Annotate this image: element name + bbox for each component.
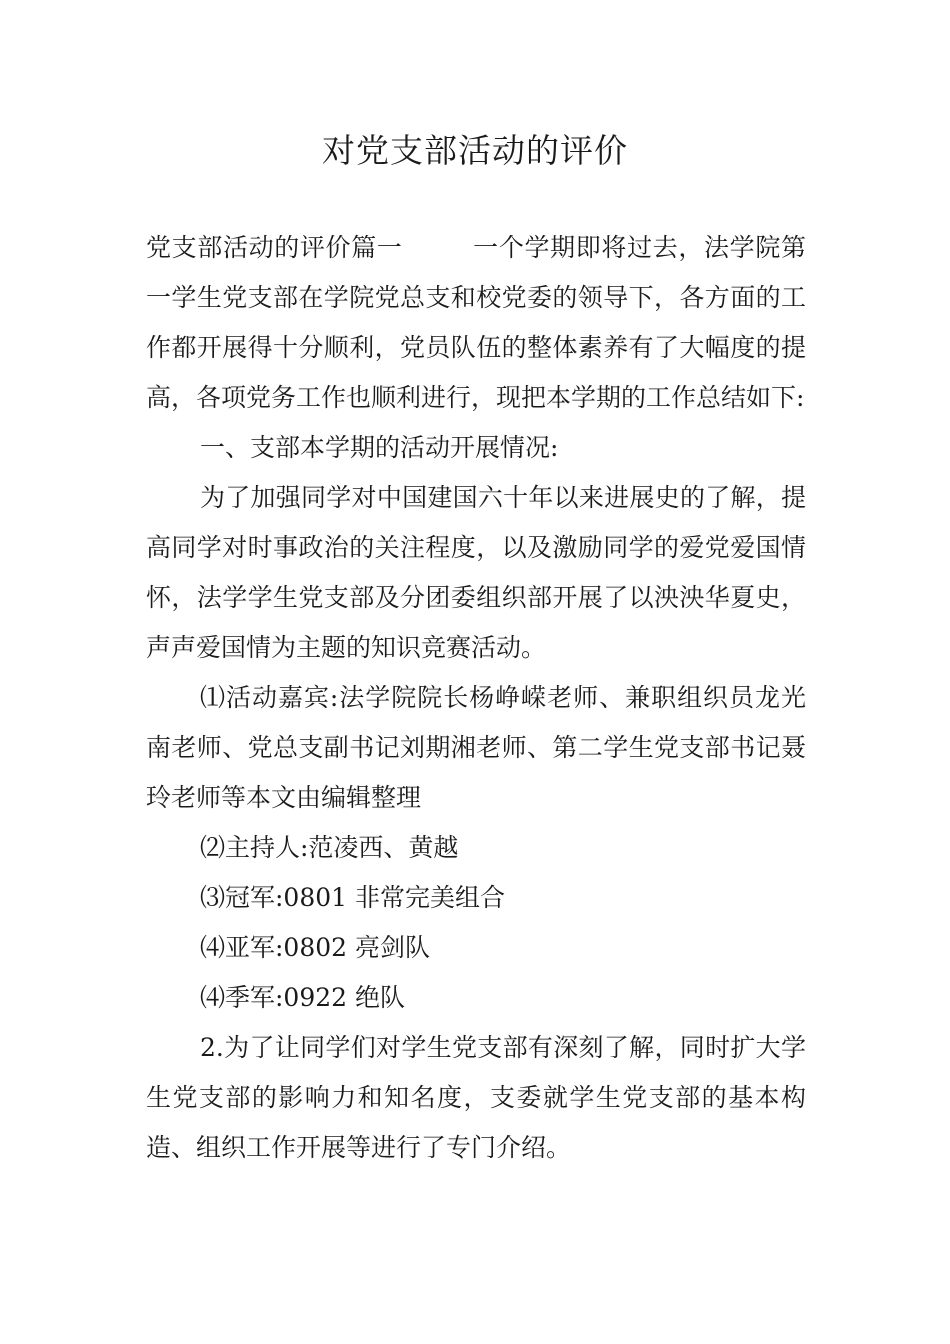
paragraph-hosts: ⑵主持人:范凌西、黄越 xyxy=(200,833,459,862)
paragraph-champion: ⑶冠军:0801 非常完美组合 xyxy=(200,883,505,912)
section-heading-activities: 一、支部本学期的活动开展情况: xyxy=(200,433,559,462)
intro-paragraph xyxy=(146,223,806,423)
paragraph-third-place: ⑷季军:0922 绝队 xyxy=(200,983,405,1012)
paragraph-quiz-activity: 为了加强同学对中国建国六十年以来进展史的了解，提高同学对时事政治的关注程度，以及激励同学的爱党爱国情怀，法学学生党支部及分团委组织部开展了以泱泱华夏史，声声爱国情为主题的知识竞赛活动。 xyxy=(146,483,806,662)
intro-heading: 党支部活动的评价篇一 xyxy=(146,233,403,262)
intro-text: 一个学期即将过去，法学院第一学生党支部在学院党总支和校党委的领导下，各方面的工作都开展得十分顺利，党员队伍的整体素养有了大幅度的提高，各项党务工作也顺利进行，现把本学期的工作总结如下: xyxy=(146,233,806,412)
paragraph-guests: ⑴活动嘉宾:法学院院长杨峥嵘老师、兼职组织员龙光南老师、党总支副书记刘期湘老师、第二学生党支部书记聂玲老师等本文由编辑整理 xyxy=(146,683,806,812)
document-body xyxy=(146,223,806,1173)
paragraph-runner-up: ⑷亚军:0802 亮剑队 xyxy=(200,933,430,962)
paragraph-branch-introduction: 2.为了让同学们对学生党支部有深刻了解，同时扩大学生党支部的影响力和知名度，支委就学生党支部的基本构造、组织工作开展等进行了专门介绍。 xyxy=(146,1033,806,1162)
document-title: 对党支部活动的评价 xyxy=(322,131,628,170)
